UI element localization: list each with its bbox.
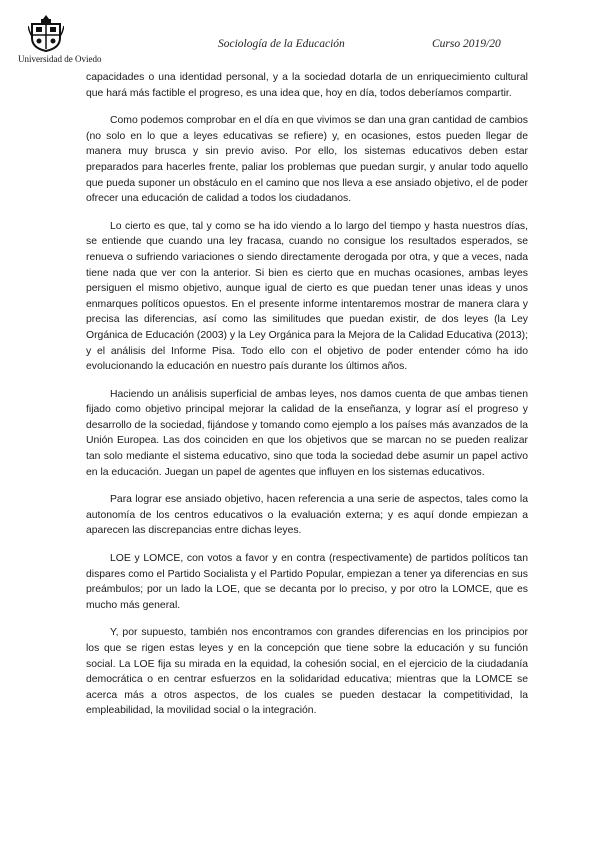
paragraph-6: LOE y LOMCE, con votos a favor y en contra (respectivamente) de partidos políticos tan dispares como el Partido Socialista y el Partido Popular, empiezan a tener ya diferencias en sus preámbulos; por un lado la LOE, que se decanta por lo preciso, y por otro la LOMCE, que es mucho más general. bbox=[86, 553, 528, 611]
header-course: Curso 2019/20 bbox=[432, 38, 501, 50]
paragraph-1: capacidades o una identidad personal, y a la sociedad dotarla de un enriquecimiento cultural que hará más factible el progreso, es una idea que, hoy en día, todos deberíamos compartir. bbox=[86, 72, 528, 99]
header-title: Sociología de la Educación bbox=[218, 38, 345, 50]
university-logo bbox=[10, 14, 102, 66]
paragraph-5: Para lograr ese ansiado objetivo, hacen referencia a una serie de aspectos, tales como la autonomía de los centros educativos o la evaluación externa; y es aquí donde empiezan a aparecen las discrepancias entre dichas leyes. bbox=[86, 494, 528, 537]
paragraph-4: Haciendo un análisis superficial de ambas leyes, nos damos cuenta de que ambas tienen fijado como objetivo principal mejorar la calidad de la enseñanza, y lograr así el progreso y desarrollo de la sociedad, fijándose y tomando como ejemplo a los países más avanzados de la Unión Europea. Las dos coinciden en que los objetivos que se marcan no se pueden realizar tan solo mediante el sistema educativo, sino que toda la sociedad debe asumir un papel activo en la educación. Juegan un papel de agentes que influyen en los sistemas educativos. bbox=[86, 388, 528, 478]
paragraph-3: Lo cierto es que, tal y como se ha ido viendo a lo largo del tiempo y hasta nuestros días, se entiende que cuando una ley fracasa, cuando no consigue los resultados esperados, se renueva o sufriendo variaciones o siendo directamente derogada por otra, y que a veces, nada tiene nada que ver con la anterior. Si bien es cierto que en muchas ocasiones, ambas leyes persiguen el mismo objetivo, aunque igual de cierto es que puedan tener unas ideas y unos enmarques políticos opuestos. En el presente informe intentaremos mostrar de manera clara y precisa las diferencias, así como las similitudes que puedan existir, de dos leyes (la Ley Orgánica de Educación (2003) y la Ley Orgánica para la Mejora de la Calidad Educativa (2013); y el análisis del Informe Pisa. Todo ello con el objetivo de poder entender cómo ha ido evolucionando la educación en nuestro país durante los últimos años. bbox=[86, 220, 528, 373]
university-name: Universidad de Oviedo bbox=[18, 54, 102, 64]
document-body bbox=[86, 70, 528, 731]
page-header bbox=[0, 10, 600, 66]
coat-of-arms-icon bbox=[28, 14, 64, 52]
paragraph-2: Como podemos comprobar en el día en que vivimos se dan una gran cantidad de cambios (no solo en lo que a leyes educativas se refiere) y, en ocasiones, estos pueden llegar de manera muy brusca y sin previo aviso. Por ello, los sistemas educativos deben estar preparados para hacerles frente, paliar los problemas que puedan surgir, y anular todo aquello que pueda suponer un obstáculo en el camino que nos lleva a ese ansiado objetivo, el de poder ofrecer una educación de calidad a todos los ciudadanos. bbox=[86, 115, 528, 205]
paragraph-7: Y, por supuesto, también nos encontramos con grandes diferencias en los principios por los que se rigen estas leyes y en la concepción que tiene sobre la educación y su función social. La LOE fija su mirada en la equidad, la cohesión social, en el ejercicio de la ciudadanía democrática o en centrar esfuerzos en la solidaridad educativa; mientras que la LOMCE se acerca más a otros aspectos, de los cuales se pueden destacar la competitividad, la empleabilidad, la movilidad social o la integración. bbox=[86, 627, 528, 717]
